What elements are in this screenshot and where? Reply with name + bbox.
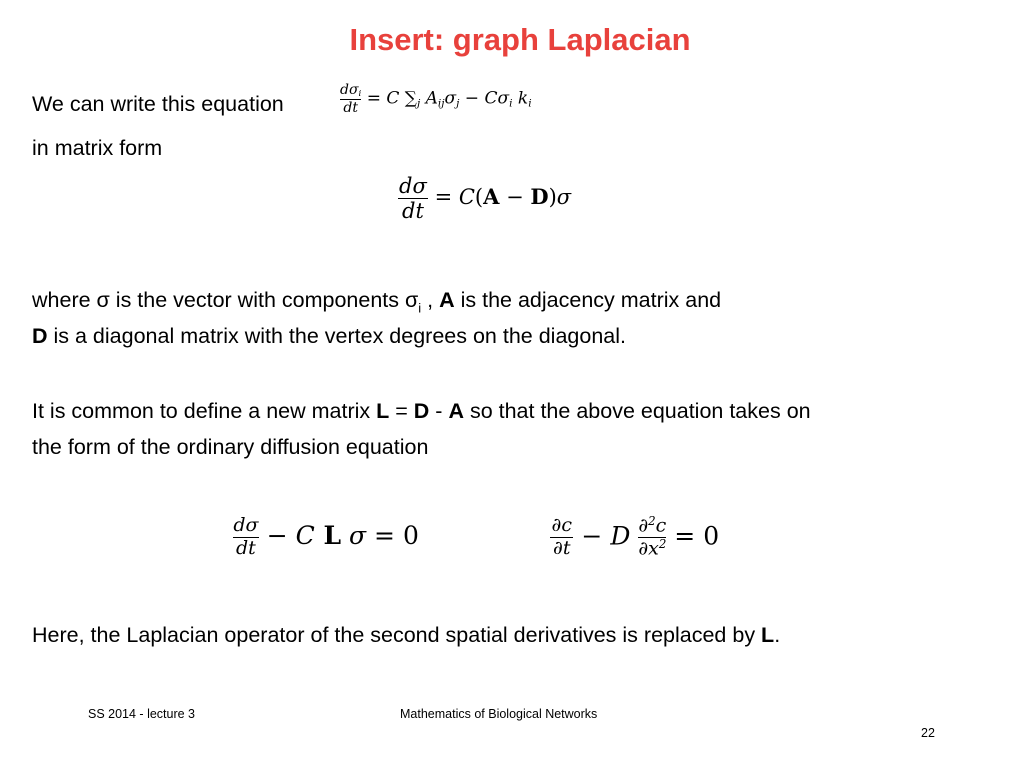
equation-laplacian <box>233 515 419 560</box>
define-post-text: so that the above equation takes on <box>463 399 811 423</box>
num-partial-c: ∂c <box>551 514 572 537</box>
vector-sigma-3: σ <box>341 520 367 550</box>
constant-c: C <box>386 88 400 109</box>
num-power: 2 <box>648 514 656 528</box>
equals-sign-2: = <box>427 185 459 210</box>
sigma-symbol: σ <box>96 288 110 312</box>
matrix-form-line: in matrix form <box>32 136 163 160</box>
degree-k-index: i <box>528 97 532 110</box>
define-equals: = <box>389 399 414 423</box>
sigma-i-subscript: i <box>418 300 422 316</box>
laplacian-text: Here, the Laplacian operator of the second spatial derivatives is replaced by <box>32 623 762 647</box>
define-line <box>32 399 811 424</box>
equation-matrix-form <box>398 174 571 223</box>
equation-component-form <box>340 82 532 116</box>
intro-text: We can write this equation <box>32 92 284 116</box>
den-dt: dt <box>340 99 361 116</box>
derivative-fraction <box>340 82 361 116</box>
constant-c-2: C <box>484 88 498 109</box>
constant-c-3: C <box>458 185 475 210</box>
diffusion-d: D <box>610 521 631 551</box>
bold-d: D <box>32 324 48 348</box>
constant-c-4: C <box>295 520 315 550</box>
adjacency-symbol: A <box>425 88 438 109</box>
laplacian-line <box>32 623 780 648</box>
page-number: 22 <box>921 726 935 740</box>
matrix-a: A <box>483 184 500 210</box>
close-paren: ) <box>548 185 557 210</box>
den-dt-3: dt <box>233 537 259 560</box>
sigma-j: σ <box>444 88 457 109</box>
num-dsigma: dσ <box>399 174 427 198</box>
equals-zero-2: = 0 <box>666 521 720 551</box>
den-partial-t: ∂t <box>550 537 573 560</box>
equals-zero: = 0 <box>366 520 419 550</box>
period: . <box>774 623 781 647</box>
open-paren: ( <box>474 185 484 210</box>
den-partial-x: ∂x <box>638 537 659 560</box>
den-power: 2 <box>658 537 667 552</box>
derivative-fraction-3 <box>233 515 259 560</box>
intro-line <box>32 92 284 117</box>
equals-sign: = <box>366 88 387 109</box>
bold-a: A <box>439 288 455 312</box>
bold-a-2: A <box>448 399 464 423</box>
num-dsigma-3: dσ <box>233 514 259 536</box>
num-sub: i <box>358 89 362 100</box>
minus-sign: − <box>459 88 485 109</box>
degree-k: k <box>512 88 529 109</box>
sigma-i-symbol: σ <box>405 288 419 312</box>
derivative-fraction-2 <box>398 174 428 223</box>
sum-index: j <box>416 97 421 110</box>
matrix-l: L <box>314 520 342 550</box>
define-text: It is common to define a new matrix <box>32 399 377 423</box>
slide-title: Insert: graph Laplacian <box>349 22 691 57</box>
define-minus: - <box>429 399 449 423</box>
adjacency-index: ij <box>437 97 445 110</box>
second-derivative-fraction <box>638 515 666 561</box>
bold-l: L <box>376 399 390 423</box>
matrix-d: D <box>530 184 549 210</box>
diagonal-line <box>32 324 626 349</box>
sigma-i: σ <box>497 88 510 109</box>
num-d: d <box>340 82 349 98</box>
num-partial: ∂ <box>638 514 649 537</box>
sum-symbol: ∑ <box>404 88 417 109</box>
bold-d-2: D <box>413 399 430 423</box>
partial-t-fraction <box>550 515 573 560</box>
minus-sign-2: − <box>499 185 531 210</box>
sigma-j-index: j <box>456 97 460 110</box>
footer-left: SS 2014 - lecture 3 <box>88 707 196 721</box>
where-text: where <box>32 288 97 312</box>
num-sigma: σ <box>348 82 359 98</box>
minus-sign-4: − <box>573 521 611 551</box>
minus-sign-3: − <box>258 520 296 550</box>
diffusion-line: the form of the ordinary diffusion equation <box>32 435 429 459</box>
footer-center: Mathematics of Biological Networks <box>400 707 598 721</box>
vector-sigma: σ <box>556 185 572 210</box>
comma-text: , <box>421 288 440 312</box>
num-c: c <box>655 514 667 537</box>
den-dt-2: dt <box>398 198 428 223</box>
where-line <box>32 288 721 315</box>
equation-diffusion <box>550 515 719 561</box>
vector-text: is the vector with components <box>109 288 405 312</box>
bold-l-2: L <box>761 623 775 647</box>
adjacency-text: is the adjacency matrix and <box>454 288 722 312</box>
sigma-i-index: i <box>509 97 513 110</box>
diagonal-text: is a diagonal matrix with the vertex degrees on the diagonal. <box>47 324 626 348</box>
